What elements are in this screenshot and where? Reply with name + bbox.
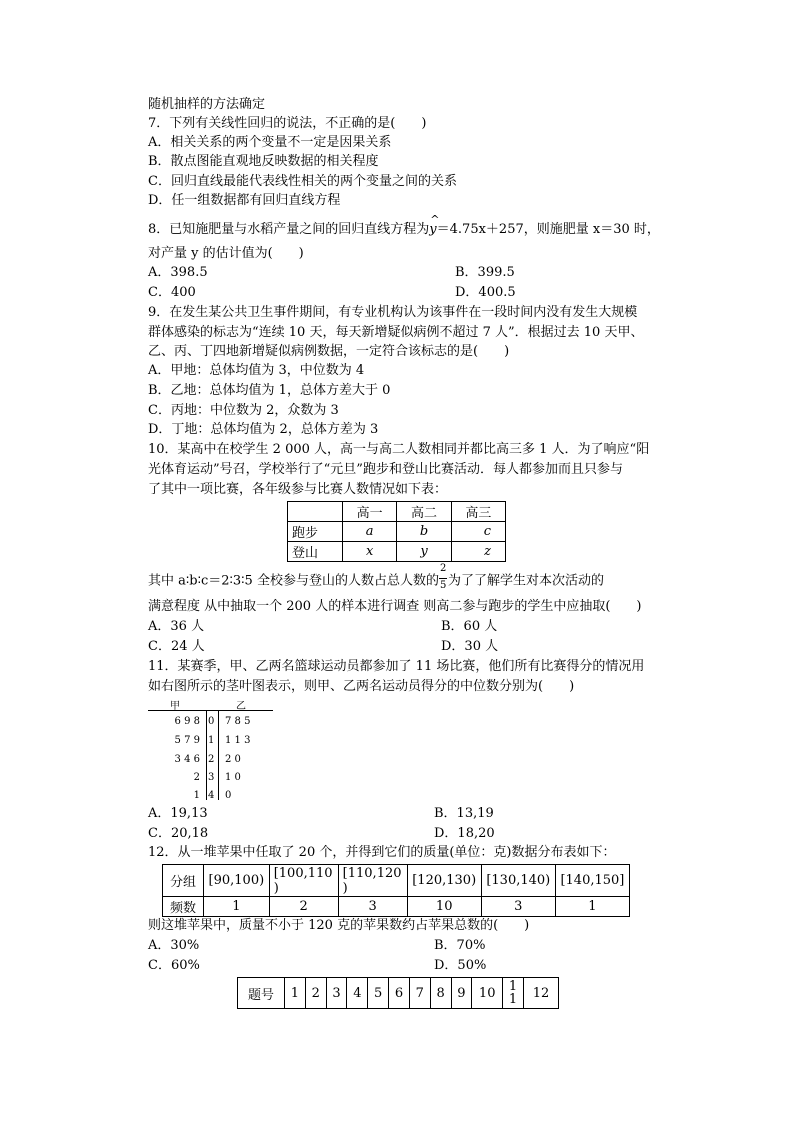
q8-stem-line1 bbox=[148, 213, 660, 239]
table-cell: [100,110 ) bbox=[269, 865, 338, 897]
intro-line: 随机抽样的方法确定 bbox=[148, 97, 266, 112]
table-cell: [140,150] bbox=[555, 865, 629, 897]
table-cell: 高一 bbox=[343, 502, 397, 522]
q9-option-b: B．乙地：总体均值为 1，总体方差大于 0 bbox=[148, 383, 391, 398]
table-cell: 1 bbox=[204, 897, 270, 917]
stem-leaf-right: 2 0 bbox=[225, 754, 241, 765]
q10-option-b: B．60 人 bbox=[441, 619, 498, 634]
table-row bbox=[288, 542, 506, 562]
q8-option-b: B．399.5 bbox=[455, 265, 515, 280]
fraction-numerator: 2 bbox=[439, 563, 447, 574]
table-cell: y bbox=[397, 542, 451, 562]
q11-stem-line2: 如右图所示的茎叶图表示，则甲、乙两名运动员得分的中位数分别为( ) bbox=[148, 679, 575, 694]
q8-y-var: y bbox=[429, 222, 437, 237]
table-cell: 高二 bbox=[397, 502, 451, 522]
table-cell: c bbox=[451, 522, 505, 542]
table-cell: 3 bbox=[338, 897, 407, 917]
table-cell: 1 1 bbox=[503, 978, 524, 1009]
table-cell: [110,120 ) bbox=[338, 865, 407, 897]
q9-stem-line1: 9．在发生某公共卫生事件期间，有专业机构认为该事件在一段时间内没有发生大规模 bbox=[148, 305, 638, 320]
stem-leaf-right: 1 1 3 bbox=[225, 735, 251, 746]
stem-leaf-plot bbox=[148, 697, 273, 803]
table-cell: 分组 bbox=[163, 865, 204, 897]
q10-fraction bbox=[439, 563, 448, 591]
fraction-bar bbox=[439, 578, 447, 579]
q8-stem-text: 8．已知施肥量与水稻产量之间的回归直线方程为 bbox=[148, 222, 430, 237]
table-cell: 8 bbox=[430, 978, 451, 1009]
stem-leaf-left: 3 4 6 bbox=[174, 754, 200, 765]
answer-number-table bbox=[237, 977, 559, 1009]
q9-option-d: D．丁地：总体均值为 2，总体方差为 3 bbox=[148, 422, 379, 437]
q12-option-b: B．70% bbox=[434, 938, 486, 953]
q10-stem-line1: 10．某高中在校学生 2 000 人，高一与高二人数相同并都比高三多 1 人．为了响应“阳 bbox=[148, 442, 650, 457]
stem-leaf-left: 2 bbox=[193, 772, 200, 783]
table-cell: b bbox=[397, 522, 451, 542]
table-cell: 2 bbox=[269, 897, 338, 917]
stem-leaf-right: 7 8 5 bbox=[225, 716, 251, 727]
q12-frequency-table bbox=[162, 864, 630, 917]
q7-stem: 7．下列有关线性回归的说法，不正确的是( ) bbox=[148, 116, 427, 131]
stem-leaf-stem: 4 bbox=[208, 790, 215, 801]
q10-participation-table bbox=[287, 501, 506, 562]
table-cell: 高三 bbox=[451, 502, 505, 522]
q8-equation: ＝4.75x＋257，则施肥量 x＝30 时， bbox=[436, 222, 660, 237]
q9-option-c: C．丙地：中位数为 2，众数为 3 bbox=[148, 403, 339, 418]
stem-leaf-right: 0 bbox=[225, 790, 232, 801]
q8-hat-mark: ^ bbox=[430, 213, 440, 226]
table-row bbox=[163, 897, 630, 917]
table-cell: 跑步 bbox=[288, 522, 343, 542]
q10-stem-line3: 了其中一项比赛，各年级参与比赛人数情况如下表： bbox=[148, 482, 448, 497]
q10-option-d: D．30 人 bbox=[441, 639, 499, 654]
q10-stem-line2: 光体育运动”号召，学校举行了“元旦”跑步和登山比赛活动．每人都参加而且只参与 bbox=[148, 462, 623, 477]
q12-option-a: A．30% bbox=[148, 938, 200, 953]
table-row bbox=[288, 522, 506, 542]
table-row bbox=[238, 978, 559, 1009]
q11-stem-line1: 11．某赛季，甲、乙两名篮球运动员都参加了 11 场比赛，他们所有比赛得分的情况用 bbox=[148, 659, 645, 674]
table-cell: [90,100) bbox=[204, 865, 270, 897]
q11-option-b: B．13,19 bbox=[434, 806, 494, 821]
table-cell: a bbox=[343, 522, 397, 542]
stem-leaf-stem: 3 bbox=[208, 772, 215, 783]
q7-option-a: A．相关关系的两个变量不一定是因果关系 bbox=[148, 135, 392, 150]
table-cell: 频数 bbox=[163, 897, 204, 917]
table-cell: x bbox=[343, 542, 397, 562]
stem-leaf-header-line bbox=[148, 710, 273, 711]
table-cell: 题号 bbox=[238, 978, 285, 1009]
q10-after-line1 bbox=[148, 563, 604, 591]
label-jia: 甲 bbox=[170, 701, 180, 712]
q8-stem-line2: 对产量 y 的估计值为( ) bbox=[148, 246, 304, 261]
q10-after-line2: 满意程度 从中抽取一个 200 人的样本进行调查 则高二参与跑步的学生中应抽取( ) bbox=[148, 599, 642, 614]
q11-option-d: D．18,20 bbox=[434, 826, 495, 841]
table-cell: 10 bbox=[472, 978, 503, 1009]
table-cell: 1 bbox=[285, 978, 306, 1009]
table-header-row bbox=[163, 865, 630, 897]
table-cell: 7 bbox=[409, 978, 430, 1009]
stem-leaf-stem: 2 bbox=[208, 754, 215, 765]
stem-leaf-left: 5 7 9 bbox=[174, 735, 200, 746]
q8-option-c: C．400 bbox=[148, 285, 196, 300]
q8-option-d: D．400.5 bbox=[455, 285, 516, 300]
table-cell: 10 bbox=[407, 897, 481, 917]
stem-leaf-divider bbox=[218, 710, 219, 800]
q9-option-a: A．甲地：总体均值为 3，中位数为 4 bbox=[148, 363, 365, 378]
q10-ratio-text: 其中 a∶b∶c＝2∶3∶5 全校参与登山的人数占总人数的 bbox=[148, 573, 439, 589]
q11-option-a: A．19,13 bbox=[148, 806, 208, 821]
q11-option-c: C．20,18 bbox=[148, 826, 209, 841]
stem-leaf-divider bbox=[206, 710, 207, 800]
table-cell: 3 bbox=[326, 978, 347, 1009]
q10-ratio-text-tail: 为了了解学生对本次活动的 bbox=[447, 573, 604, 589]
q7-option-c: C．回归直线最能代表线性相关的两个变量之间的关系 bbox=[148, 174, 457, 189]
table-cell: 12 bbox=[524, 978, 559, 1009]
label-yi: 乙 bbox=[236, 701, 246, 712]
table-cell: z bbox=[451, 542, 505, 562]
q12-option-d: D．50% bbox=[434, 958, 487, 973]
table-cell bbox=[288, 502, 343, 522]
q12-stem-line1: 12．从一堆苹果中任取了 20 个，并得到它们的质量(单位：克)数据分布表如下： bbox=[148, 845, 616, 860]
table-cell: 1 bbox=[555, 897, 629, 917]
table-cell: 2 bbox=[305, 978, 326, 1009]
table-cell: 登山 bbox=[288, 542, 343, 562]
q7-option-b: B．散点图能直观地反映数据的相关程度 bbox=[148, 154, 379, 169]
q7-option-d: D．任一组数据都有回归直线方程 bbox=[148, 193, 341, 208]
stem-leaf-stem: 0 bbox=[208, 716, 215, 727]
stem-leaf-left: 1 bbox=[193, 790, 200, 801]
table-cell: 3 bbox=[481, 897, 555, 917]
stem-leaf-left: 6 9 8 bbox=[174, 716, 200, 727]
q9-stem-line3: 乙、丙、丁四地新增疑似病例数据，一定符合该标志的是( ) bbox=[148, 344, 510, 359]
stem-leaf-right: 1 0 bbox=[225, 772, 241, 783]
table-cell: [120,130) bbox=[407, 865, 481, 897]
q10-option-c: C．24 人 bbox=[148, 639, 205, 654]
stem-leaf-stem: 1 bbox=[208, 735, 215, 746]
q10-option-a: A．36 人 bbox=[148, 619, 205, 634]
table-cell: 6 bbox=[389, 978, 410, 1009]
q8-option-a: A．398.5 bbox=[148, 265, 208, 280]
q9-stem-line2: 群体感染的标志为“连续 10 天，每天新增疑似病例不超过 7 人”．根据过去 10 天甲、 bbox=[148, 325, 644, 340]
q12-option-c: C．60% bbox=[148, 958, 200, 973]
table-header-row bbox=[288, 502, 506, 522]
table-cell: 5 bbox=[368, 978, 389, 1009]
table-cell: 4 bbox=[347, 978, 368, 1009]
q12-stem-line2: 则这堆苹果中，质量不小于 120 克的苹果数约占苹果总数的( ) bbox=[148, 918, 530, 933]
table-cell: [130,140) bbox=[481, 865, 555, 897]
table-cell: 9 bbox=[451, 978, 472, 1009]
fraction-denominator: 5 bbox=[439, 580, 447, 591]
q8-yhat bbox=[429, 213, 440, 239]
